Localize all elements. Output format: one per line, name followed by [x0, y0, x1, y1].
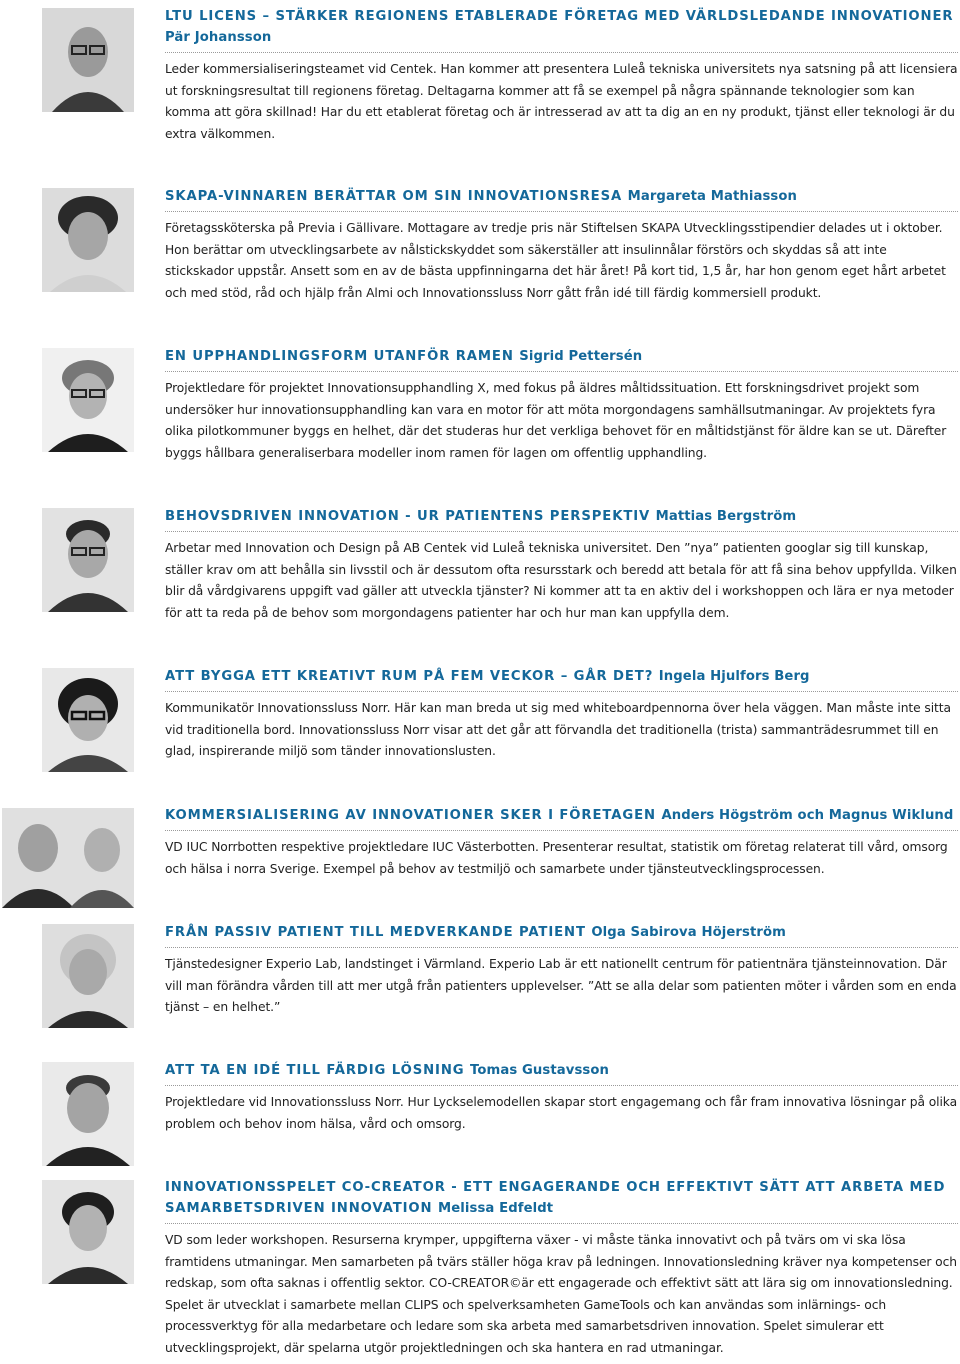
session-title: INNOVATIONSSPELET CO-CREATOR - ETT ENGAGERANDE OCH EFFEKTIVT SÄTT ATT ARBETA MED SAMARBETSDRIVEN INNOVATION — [165, 1180, 946, 1216]
speaker-photo — [42, 1180, 134, 1284]
speaker-photo — [42, 1062, 134, 1166]
session-heading — [165, 666, 958, 687]
divider — [165, 1223, 958, 1224]
session-title: FRÅN PASSIV PATIENT TILL MEDVERKANDE PATIENT — [165, 925, 586, 940]
session-title: LTU LICENS – STÄRKER REGIONENS ETABLERADE FÖRETAG MED VÄRLDSLEDANDE INNOVATIONER — [165, 9, 954, 24]
session-description: Projektledare vid Innovationssluss Norr. Hur Lyckselemodellen skapar stort engagemang och får fram innovativa lösningar på olika problem och behov inom hälsa, vård och omsorg. — [165, 1095, 958, 1131]
divider — [165, 531, 958, 532]
session-heading — [165, 1177, 958, 1219]
speaker-name: Olga Sabirova Höjerström — [591, 925, 786, 940]
speaker-photo — [42, 924, 134, 1028]
session-heading — [165, 805, 958, 826]
session-heading — [165, 186, 958, 207]
session-description: VD som leder workshopen. Resurserna krymper, uppgifterna växer - vi måste tänka innovativt och på tvärs om vi ska lösa framtidens utmaningar. Men samarbeten på tvärs ställer höga krav på ledningen. Innovationsledning kräver nya kompetenser och redskap, som ofta saknas i offentlig sektor. CO-CREATOR©är ett engagerade och effektivt sätt att lära sig om innovationsledning. Spelet är utvecklat i samarbete mellan CLIPS och spelverksamheten GameTools och kan användas som inlärnings- och processverktyg för alla medarbetare och ledare som ska arbeta med samarbetsdriven innovation. Spelet simulerar ett utvecklingsprojekt, där spelarna utgör projektledningen och ska hantera en rad utmaningar. — [165, 1233, 957, 1355]
divider — [165, 691, 958, 692]
session-description: VD IUC Norrbotten respektive projektledare IUC Västerbotten. Presenterar resultat, statistik om företag relaterat till vård, omsorg och hälsa i norra Sverige. Exempel på behov av testmiljö och samarbete under tjänsteutvecklingsprocessen. — [165, 840, 948, 876]
session-description: Tjänstedesigner Experio Lab, landstinget i Värmland. Experio Lab är ett nationellt centrum för patientnära tjänsteinnovation. Där vill man förändra vården till att mer utgå från patienters upplevelser. ”Att se alla delar som patienten möter i vården som en enda tjänst – en helhet.” — [165, 957, 957, 1014]
session-description: Leder kommersialiseringsteamet vid Centek. Han kommer att presentera Luleå tekniska universitets nya satsning på att licensiera ut forskningsresultat till regionens företag. Deltagarna kommer att få se exempel på några spännande teknologier som kan komma att göra skillnad! Har du ett etablerat företag och är intresserad av att ta dig an en ny produkt, tjänst eller teknologi är du extra välkommen. — [165, 62, 958, 141]
speaker-name: Ingela Hjulfors Berg — [658, 669, 810, 684]
speaker-name: Pär Johansson — [165, 30, 272, 45]
speaker-name: Sigrid Pettersén — [519, 349, 643, 364]
session-heading — [165, 506, 958, 527]
speaker-name: Melissa Edfeldt — [437, 1201, 554, 1216]
session-description: Arbetar med Innovation och Design på AB Centek vid Luleå tekniska universitet. Den ”nya” patienten googlar sig till kunskap, ställer krav om att behålla sin livsstil och är dessutom ofta resursstark och beredd att betala för att få sina behov uppfyllda. Vilken blir då vårdgivarens uppgift vad gäller att utveckla tjänster? Ni kommer att ta en aktiv del i workshoppen och lära er nya metoder för att ta reda på de behov som morgondagens patienter har och hur man kan uppfylla dem. — [165, 541, 957, 620]
session-title: SKAPA-VINNAREN BERÄTTAR OM SIN INNOVATIONSRESA — [165, 189, 623, 204]
divider — [165, 1085, 958, 1086]
session-heading — [165, 922, 958, 943]
session-heading — [165, 1060, 958, 1081]
session-title: KOMMERSIALISERING AV INNOVATIONER SKER I FÖRETAGEN — [165, 808, 656, 823]
session-heading — [165, 6, 958, 48]
session-description: Företagssköterska på Previa i Gällivare. Mottagare av tredje pris när Stiftelsen SKAPA Utvecklingsstipendier delades ut i oktober. Hon berättar om utvecklingsarbete av nålstickskyddet som säkerställer att insulinnålar förstörs och skyddas så att inte stickskador uppstår. Ansett som en av de bästa uppfinningarna det här året! På kort tid, 1,5 år, har hon genom eget hårt arbetet och med stöd, råd och hjälp från Almi och Innovationssluss Norr gått från idé till färdig kommersiell produkt. — [165, 221, 946, 300]
session-title: ATT TA EN IDÉ TILL FÄRDIG LÖSNING — [165, 1063, 465, 1078]
speaker-name: Mattias Bergström — [655, 509, 797, 524]
divider — [165, 52, 958, 53]
session-description: Kommunikatör Innovationssluss Norr. Här kan man breda ut sig med whiteboardpennorna över hela väggen. Man måste inte sitta vid traditionella bord. Innovationssluss Norr visar att det går att förvandla det traditionella (trista) sammanträdesrummet till en glad, inspirerande miljö som tänder innovationslusten. — [165, 701, 951, 758]
speaker-photo — [42, 508, 134, 612]
speaker-photo — [42, 668, 134, 772]
session-title: EN UPPHANDLINGSFORM UTANFÖR RAMEN — [165, 349, 514, 364]
speaker-name: Margareta Mathiasson — [627, 189, 797, 204]
speaker-photo — [42, 8, 134, 112]
session-title: ATT BYGGA ETT KREATIVT RUM PÅ FEM VECKOR – GÅR DET? — [165, 669, 654, 684]
session-heading — [165, 346, 958, 367]
session-title: BEHOVSDRIVEN INNOVATION - UR PATIENTENS PERSPEKTIV — [165, 509, 651, 524]
divider — [165, 947, 958, 948]
speaker-photo — [42, 188, 134, 292]
divider — [165, 211, 958, 212]
speaker-photo — [42, 348, 134, 452]
session-description: Projektledare för projektet Innovationsupphandling X, med fokus på äldres måltidssituation. Ett forskningsdrivet projekt som undersöker hur innovationsupphandling kan vara en motor för att möta morgondagens samhällsutmaningar. Av projektets fyra olika pilotkommuner byggs en helhet, där det studeras hur det verkliga behovet för en måltidstjänst för äldre kan se ut. Därefter byggs hållbara generaliserbara modeller inom ramen för lagen om offentlig upphandling. — [165, 381, 947, 460]
divider — [165, 371, 958, 372]
divider — [165, 830, 958, 831]
speaker-photo — [2, 808, 134, 908]
speaker-name: Anders Högström och Magnus Wiklund — [661, 808, 954, 823]
speaker-name: Tomas Gustavsson — [470, 1063, 609, 1078]
